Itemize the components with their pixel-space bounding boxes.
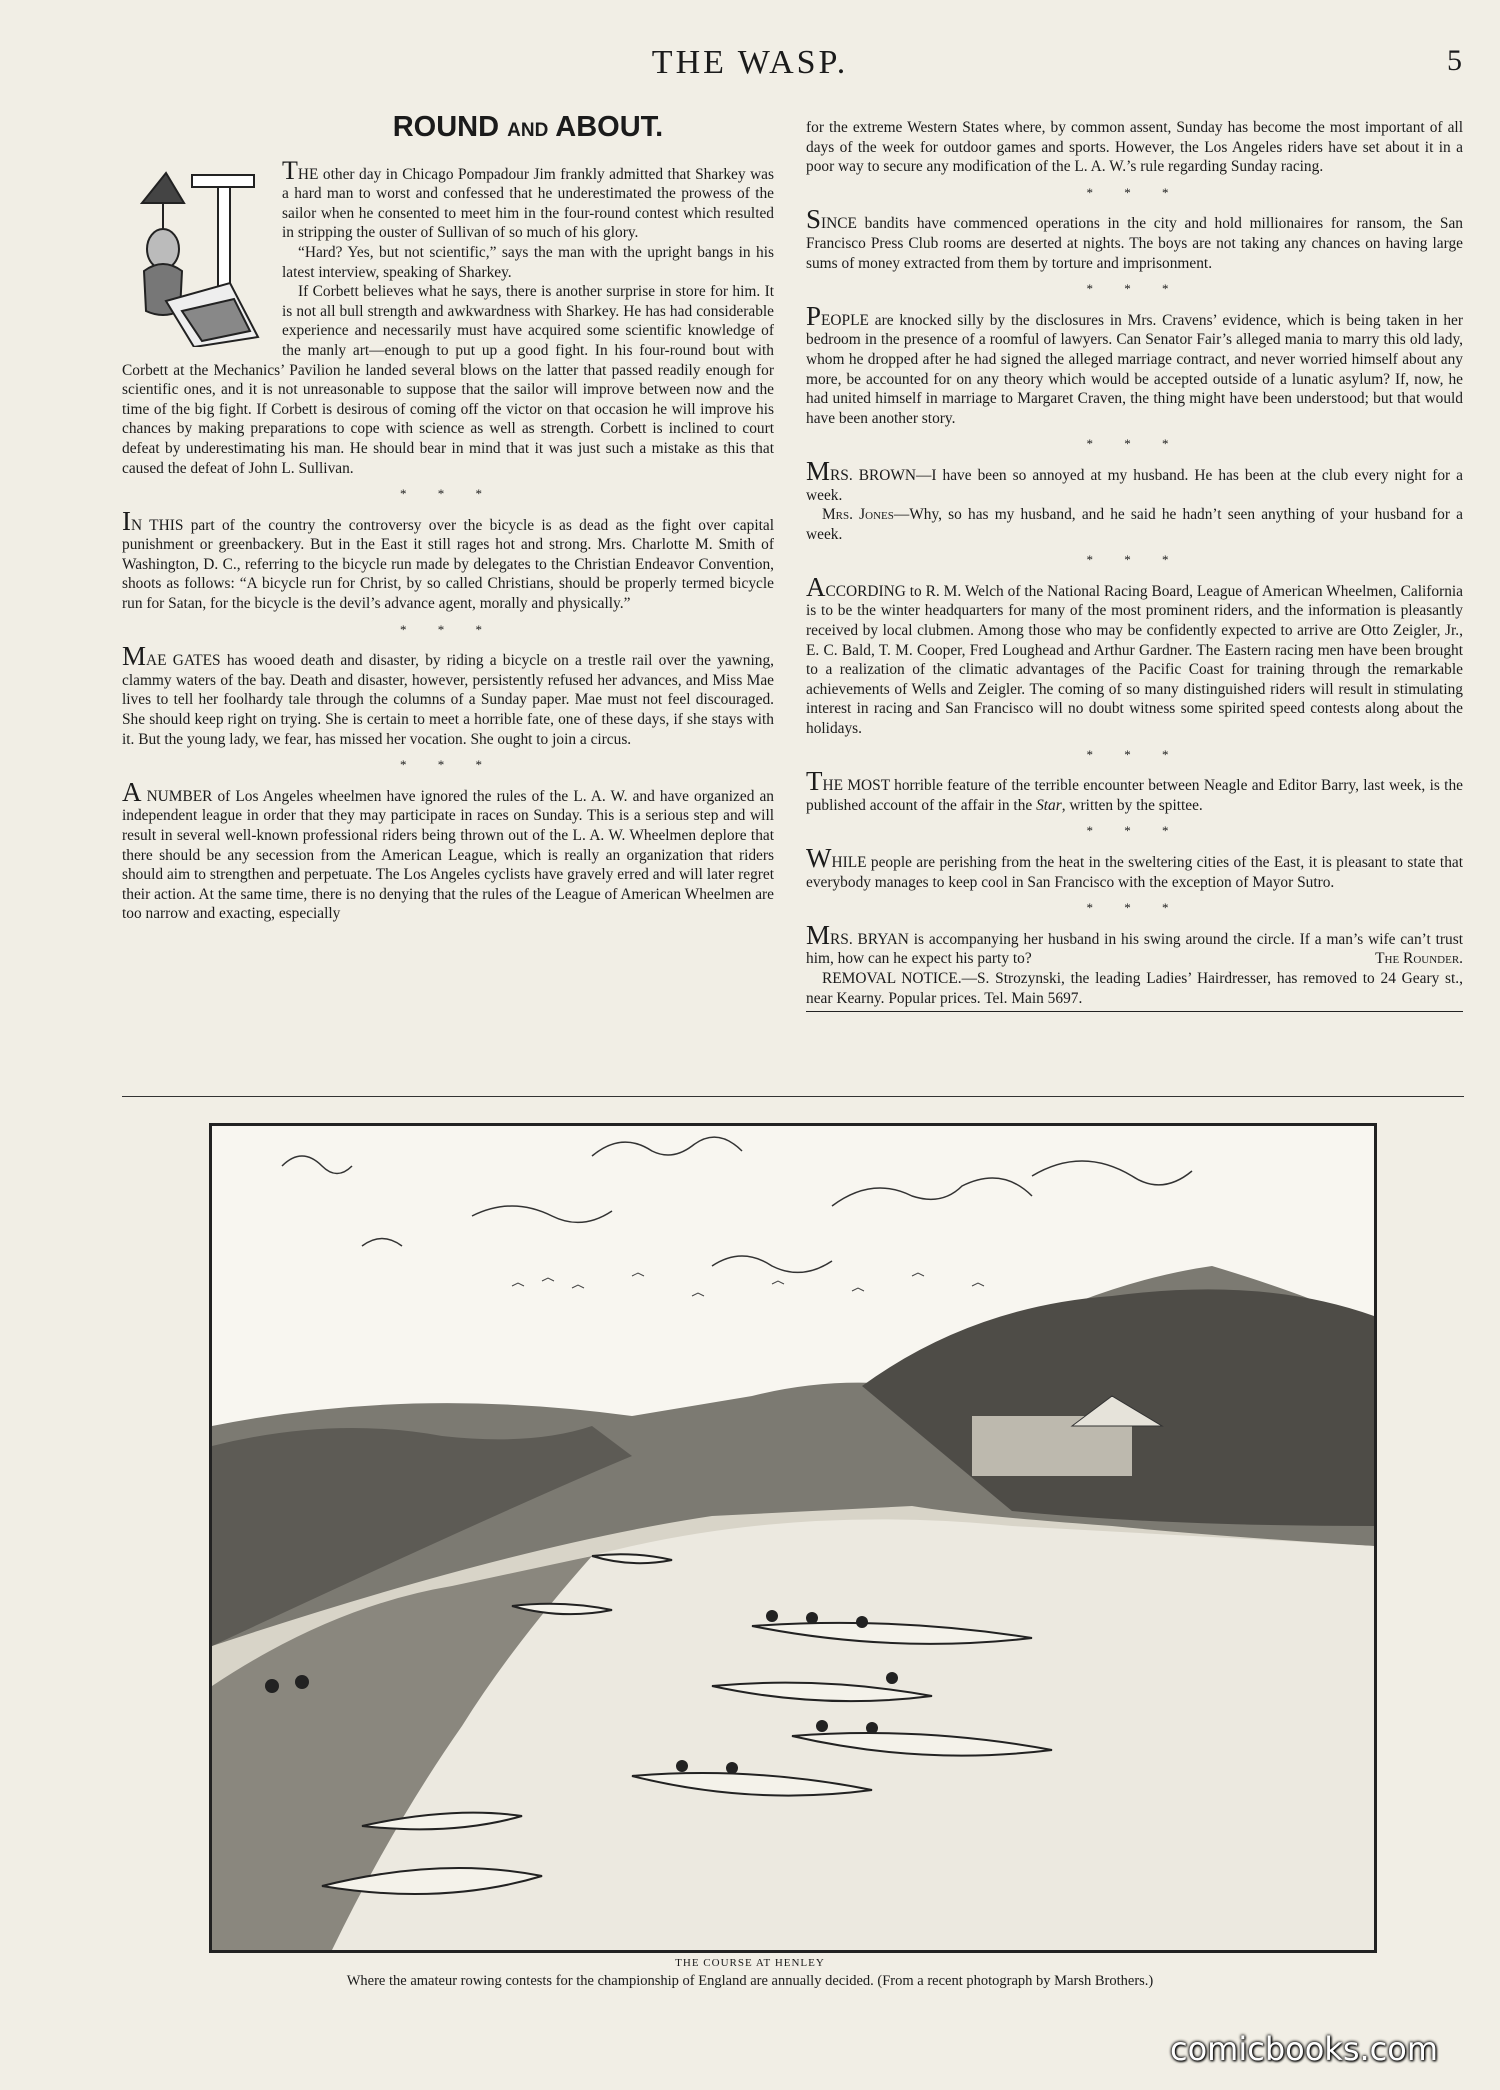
illustration-title: THE COURSE AT HENLEY — [675, 1957, 825, 1969]
paragraph: WHILE people are perishing from the heat in the sweltering cities of the East, it is pleasant to state that everybody manages to keep cool in San Francisco with the exception of Mayor Sutro. — [806, 843, 1463, 891]
paragraph: “Hard? Yes, but not scientific,” says the man with the upright bangs in his latest interview, speaking of Sharkey. — [282, 243, 774, 281]
separator: * * * — [1086, 552, 1183, 568]
paragraph: MRS. BROWN—I have been so annoyed at my husband. He has been at the club every night for a week. — [806, 455, 1463, 504]
separator: * * * — [400, 757, 496, 773]
separator: * * * — [1086, 436, 1183, 452]
paragraph: MAE GATES has wooed death and disaster, by riding a bicycle on a trestle rail over the yawning, clammy waters of the bay. Death and disaster, however, persistently refused her advances, and Miss Mae lives to tell her foolhardy tale through the columns of a Sunday paper. Mae must not feel discouraged. She should keep right on trying. She is certain to meet a horrible fate, one of these days, if she stays with it. But the young lady, we fear, has missed her vocation. She ought to join a circus. — [122, 641, 774, 748]
paragraph: A NUMBER of Los Angeles wheelmen have ignored the rules of the L. A. W. and have organized an independent league in order that they may participate in races on Sunday. This is a serious step and will result in several well-known professional riders being thrown out of the L. A. W. Wheelmen deplore that there should be any secession from the American League, which is really an organization that riders should aim to strengthen and perpetuate. The Los Angeles cyclists have gravely erred and will later regret their action. At the same time, there is no denying that the rules of the League of American Wheelmen are too narrow and exacting, especially — [122, 776, 774, 923]
paragraph: for the extreme Western States where, by common assent, Sunday has become the most important of all days of the week for outdoor games and sports. However, the Los Angeles riders have set about it in a poor way to secure any modification of the L. A. W.’s rule regarding Sunday racing. — [806, 119, 1463, 176]
author-signature: The Rounder. — [1375, 950, 1463, 968]
paragraph: Mrs. Jones—Why, so has my husband, and he said he hadn’t seen anything of your husband for a week. — [806, 506, 1463, 543]
paragraph: ACCORDING to R. M. Welch of the National Racing Board, League of American Wheelmen, California is to be the winter headquarters for many of the most prominent riders, and the information is pleasantly received by local clubmen. Among those who may be confidently expected to arrive are Otto Zeigler, Jr., E. C. Bald, T. M. Cooper, Fred Loughead and Arthur Gardner. The Eastern racing men have been brought to a realization of the climatic advantages of the Pacific Coast for training through the remarkable achievements of Wells and Zeigler. The coming of so many distinguished riders will result in stimulating interest in racing and San Francisco will no doubt witness some spirited speed contests along about the holidays. — [806, 571, 1463, 738]
paragraph: THE other day in Chicago Pompadour Jim frankly admitted that Sharkey was a hard man to worst and confessed that he underestimated the prowess of the sailor when he consented to meet him in the four-round contest which resulted in stripping the ouster of Sullivan of so much of his glory. — [282, 155, 774, 242]
divider-rule — [122, 1096, 1464, 1097]
henley-drawing — [212, 1126, 1374, 1950]
headline-word: ROUND — [392, 111, 500, 143]
magazine-title: THE WASP. — [651, 44, 849, 81]
paragraph: THE MOST horrible feature of the terrible encounter between Neagle and Editor Barry, last week, is the published account of the affair in the Star, written by the spittee. — [806, 766, 1463, 814]
paragraph: MRS. BRYAN is accompanying her husband in his swing around the circle. If a man’s wife can’t trust him, how can he expect his party to? The Rounder. — [806, 919, 1463, 968]
right-column — [806, 118, 1463, 1012]
paragraph: IN THIS part of the country the controversy over the bicycle is as dead as the fight over capital punishment or greenbackery. But in the East it still rages hot and strong. Mrs. Charlotte M. Smith of Washington, D. C., referring to the bicycle run made by delegates to the Christian Endeavor Convention, shoots as follows: “A bicycle run for Christ, by so called Christians, should be properly termed bicycle run for Satan, for the bicycle is the devil’s advance agent, morally and physically.” — [122, 505, 774, 613]
article-headline — [282, 111, 774, 143]
headline-word: ABOUT. — [555, 111, 664, 143]
henley-illustration — [209, 1123, 1377, 1953]
paragraph: SINCE bandits have commenced operations in the city and hold millionaires for ransom, the San Francisco Press Club rooms are deserted at nights. The boys are not taking any chances on having large sums of money extracted from them by torture and imprisonment. — [806, 204, 1463, 272]
lamp-illustration — [122, 161, 272, 347]
illustration-caption: Where the amateur rowing contests for the championship of England are annually decided. (From a recent photograph by Marsh Brothers.) — [346, 1973, 1154, 1989]
separator: * * * — [400, 486, 496, 502]
separator: * * * — [400, 621, 496, 637]
watermark: comicbooks.com — [1169, 2030, 1438, 2068]
paragraph: If Corbett believes what he says, there is another surprise in store for him. It is not all bull strength and awkwardness with Sharkey. He has had considerable experience and necessarily must have acquired some scientific knowledge of the manly art—enough to put up a good fight. In his four-round bout with Corbett at the Mechanics’ Pavilion he landed several blows on the latter that passed readily enough for scientific ones, and it is not unreasonable to suppose that the sailor will improve between now and the time of the big fight. If Corbett is desirous of coming off the victor on that occasion he will improve his chances by making preparations to cope with science as well as strength. Corbett is inclined to court defeat by underestimating his man. He should bear in mind that it was just such a mistake as this that caused the defeat of John L. Sullivan. — [122, 283, 774, 477]
left-column — [122, 110, 774, 924]
page-header — [0, 44, 1500, 84]
paragraph: PEOPLE are knocked silly by the disclosures in Mrs. Cravens’ evidence, which is being taken in her bedroom in the presence of a roomful of lawyers. Can Senator Fair’s alleged mania to marry this old lady, whom he dropped after he had signed the alleged marriage contract, and never worried himself about any more, be accounted for on any theory which would be accepted outside of a lunatic asylum? If, now, he had united himself in marriage to Margaret Craven, the thing might have been understood; but that would have been another story. — [806, 300, 1463, 427]
headline-word: AND — [507, 120, 549, 141]
page-number: 5 — [1447, 44, 1462, 77]
separator: * * * — [1086, 281, 1183, 297]
removal-notice: REMOVAL NOTICE.—S. Strozynski, the leading Ladies’ Hairdresser, has removed to 24 Geary st., near Kearny. Popular prices. Tel. Main 5697. — [806, 969, 1463, 1012]
separator: * * * — [1086, 823, 1183, 839]
separator: * * * — [1086, 184, 1183, 200]
separator: * * * — [1086, 746, 1183, 762]
separator: * * * — [1086, 900, 1183, 916]
